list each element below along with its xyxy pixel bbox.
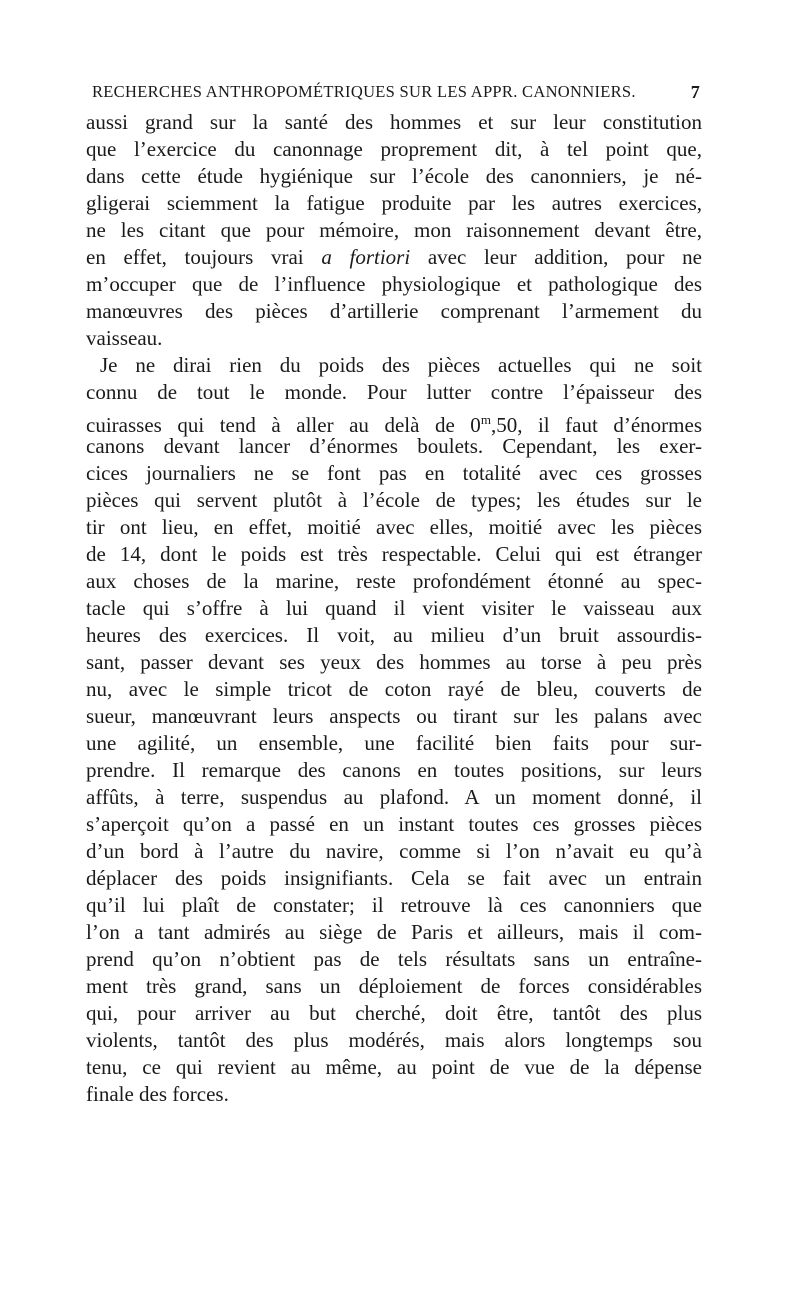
line-text: aux choses de la marine, reste profondément étonné au spec- — [86, 569, 702, 593]
text-line — [86, 271, 702, 298]
text-line — [86, 946, 702, 973]
italic-phrase: a fortiori — [321, 245, 411, 269]
line-text: dans cette étude hygiénique sur l’école des canonniers, je né- — [86, 164, 702, 188]
line-text: prendre. Il remarque des canons en toutes positions, sur leurs — [86, 758, 702, 782]
text-line — [86, 973, 702, 1000]
line-text: ment très grand, sans un déploiement de forces considérables — [86, 974, 702, 998]
running-header — [92, 82, 700, 106]
text-line — [86, 487, 702, 514]
text-line — [86, 190, 702, 217]
text-line — [86, 325, 702, 352]
line-text: gligerai sciemment la fatigue produite par les autres exercices, — [86, 191, 702, 215]
line-text: violents, tantôt des plus modérés, mais alors longtemps sou — [86, 1028, 702, 1052]
text-line — [86, 109, 702, 136]
line-text: une agilité, un ensemble, une facilité bien faits pour sur- — [86, 731, 702, 755]
text-line — [86, 919, 702, 946]
text-line — [86, 244, 702, 271]
line-text: qui, pour arriver au but cherché, doit être, tantôt des plus — [86, 1001, 702, 1025]
line-text: déplacer des poids insignifiants. Cela se fait avec un entrain — [86, 866, 702, 890]
line-text: aussi grand sur la santé des hommes et sur leur constitution — [86, 110, 702, 134]
line-text: finale des forces. — [86, 1082, 229, 1106]
text-line — [86, 865, 702, 892]
text-line — [86, 298, 702, 325]
line-text: l’on a tant admirés au siège de Paris et ailleurs, mais il com- — [86, 920, 702, 944]
line-text: canons devant lancer d’énormes boulets. Cependant, les exer- — [86, 434, 702, 458]
text-line — [86, 757, 702, 784]
text-line — [86, 217, 702, 244]
line-text: sueur, manœuvrant leurs anspects ou tirant sur les palans avec — [86, 704, 702, 728]
line-text: tacle qui s’offre à lui quand il vient visiter le vaisseau aux — [86, 596, 702, 620]
text-line — [86, 136, 702, 163]
body-text — [86, 109, 702, 1108]
text-line — [86, 568, 702, 595]
text-line — [86, 163, 702, 190]
line-text: manœuvres des pièces d’artillerie comprenant l’armement du — [86, 299, 702, 323]
line-text: qu’il lui plaît de constater; il retrouve là ces canonniers que — [86, 893, 702, 917]
text-line — [86, 433, 702, 460]
line-text: vaisseau. — [86, 326, 163, 350]
text-line — [86, 514, 702, 541]
line-text: sant, passer devant ses yeux des hommes au torse à peu près — [86, 650, 702, 674]
line-text: affûts, à terre, suspendus au plafond. A un moment donné, il — [86, 785, 702, 809]
text-line — [86, 730, 702, 757]
line-text: prend qu’on n’obtient pas de tels résultats sans un entraîne- — [86, 947, 702, 971]
line-text: de 14, dont le poids est très respectable. Celui qui est étranger — [86, 542, 702, 566]
text-line — [86, 460, 702, 487]
line-text: heures des exercices. Il voit, au milieu d’un bruit assourdis- — [86, 623, 702, 647]
line-text: pièces qui servent plutôt à l’école de types; les études sur le — [86, 488, 702, 512]
text-line — [86, 676, 702, 703]
running-title: RECHERCHES ANTHROPOMÉTRIQUES SUR LES APPR. CANONNIERS. — [92, 82, 636, 101]
text-line — [86, 1027, 702, 1054]
text-line — [86, 1000, 702, 1027]
line-text-after: avec leur addition, pour ne — [410, 245, 703, 269]
line-text: nu, avec le simple tricot de coton rayé de bleu, couverts de — [86, 677, 702, 701]
line-text-before: en effet, toujours vrai — [86, 245, 322, 269]
text-line — [86, 352, 702, 379]
text-line — [86, 1054, 702, 1081]
text-line — [86, 379, 702, 406]
line-text: Je ne dirai rien du poids des pièces actuelles qui ne soit — [100, 353, 702, 377]
text-line — [86, 811, 702, 838]
line-text: d’un bord à l’autre du navire, comme si l’on n’avait eu qu’à — [86, 839, 702, 863]
line-text: tenu, ce qui revient au même, au point de vue de la dépense — [86, 1055, 702, 1079]
line-text: connu de tout le monde. Pour lutter contre l’épaisseur des — [86, 380, 702, 404]
line-text-after: ,50, il faut d’énormes — [490, 413, 702, 437]
text-line — [86, 622, 702, 649]
line-text: ne les citant que pour mémoire, mon raisonnement devant être, — [86, 218, 702, 242]
text-line — [86, 892, 702, 919]
text-line — [86, 1081, 702, 1108]
superscript-unit: m — [480, 412, 491, 427]
text-line — [86, 541, 702, 568]
text-line — [86, 406, 702, 437]
line-text: tir ont lieu, en effet, moitié avec elles, moitié avec les pièces — [86, 515, 702, 539]
text-line — [86, 649, 702, 676]
line-text-before: cuirasses qui tend à aller au delà de 0 — [86, 413, 481, 437]
text-line — [86, 703, 702, 730]
line-text: m’occuper que de l’influence physiologique et pathologique des — [86, 272, 702, 296]
text-line — [86, 595, 702, 622]
line-text: s’aperçoit qu’on a passé en un instant toutes ces grosses pièces — [86, 812, 702, 836]
text-line — [86, 838, 702, 865]
line-text: cices journaliers ne se font pas en totalité avec ces grosses — [86, 461, 702, 485]
line-text: que l’exercice du canonnage proprement dit, à tel point que, — [86, 137, 702, 161]
page-number: 7 — [690, 82, 700, 102]
text-line — [86, 784, 702, 811]
